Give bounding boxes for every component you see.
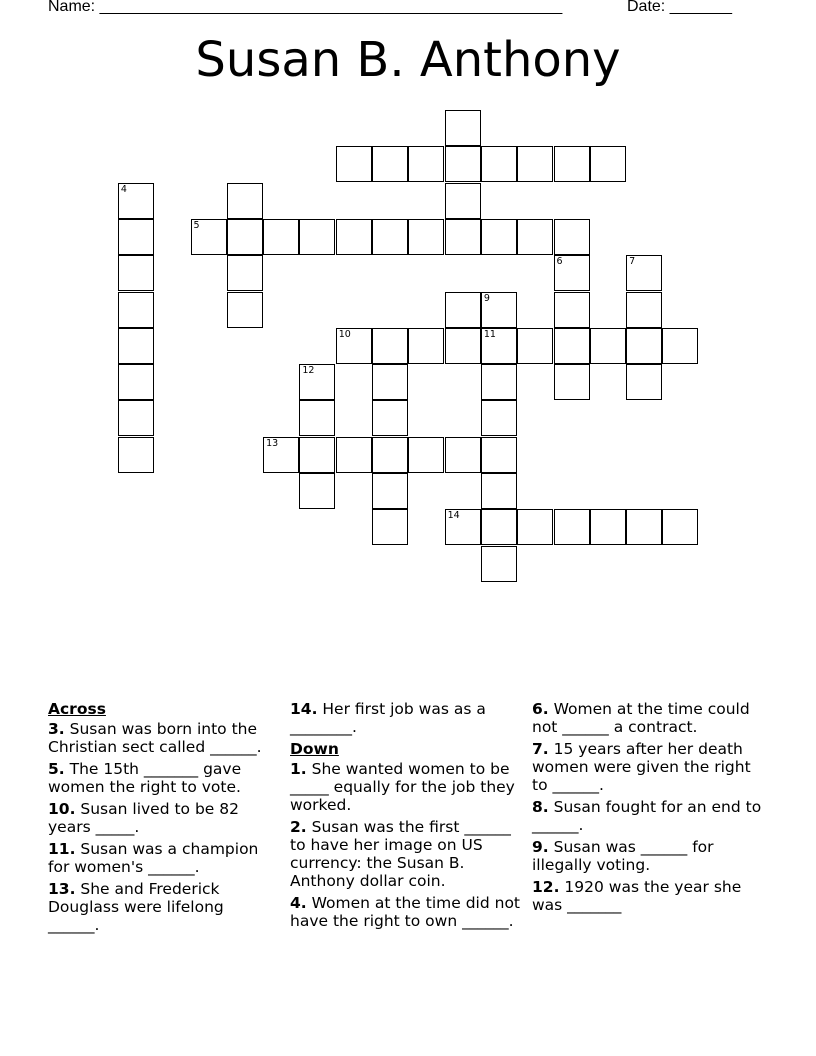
clue-down-4 xyxy=(290,894,526,930)
crossword-cell[interactable] xyxy=(336,437,372,473)
clue-number: 8. xyxy=(532,798,549,816)
crossword-cell[interactable] xyxy=(517,146,553,182)
clue-text: 15 years after her death women were given the right to ______. xyxy=(532,740,751,794)
clues-column-1 xyxy=(48,700,280,938)
crossword-cell[interactable] xyxy=(626,292,662,328)
clue-number: 2. xyxy=(290,818,307,836)
crossword-cell[interactable] xyxy=(590,328,626,364)
crossword-cell[interactable] xyxy=(481,509,517,545)
clue-text: Women at the time could not ______ a contract. xyxy=(532,700,750,736)
crossword-cell[interactable] xyxy=(445,328,481,364)
crossword-cell[interactable] xyxy=(517,328,553,364)
clue-number-label: 7 xyxy=(629,256,636,268)
clue-text: Susan was born into the Christian sect called ______. xyxy=(48,720,262,756)
clue-text: She wanted women to be _____ equally for the job they worked. xyxy=(290,760,515,814)
clue-number-label: 10 xyxy=(338,328,351,340)
crossword-cell[interactable] xyxy=(408,219,444,255)
clue-down-2 xyxy=(290,818,526,890)
clue-number: 12. xyxy=(532,878,560,896)
crossword-cell[interactable] xyxy=(481,328,517,364)
crossword-cell[interactable] xyxy=(372,146,408,182)
crossword-cell[interactable] xyxy=(517,219,553,255)
crossword-cell[interactable] xyxy=(299,219,335,255)
crossword-cell[interactable] xyxy=(445,292,481,328)
clue-number-label: 4 xyxy=(120,183,127,195)
crossword-cell[interactable] xyxy=(590,509,626,545)
crossword-cell[interactable] xyxy=(445,110,481,146)
clue-text: The 15th _______ gave women the right to vote. xyxy=(48,760,242,796)
crossword-cell[interactable] xyxy=(299,364,335,400)
date-field-label: Date: _______ xyxy=(627,0,732,15)
clue-down-7 xyxy=(532,740,768,794)
clues-column-3 xyxy=(532,700,768,918)
crossword-cell[interactable] xyxy=(626,364,662,400)
crossword-cell[interactable] xyxy=(626,328,662,364)
crossword-cell[interactable] xyxy=(662,509,698,545)
crossword-cell[interactable] xyxy=(118,183,154,219)
clue-across-13 xyxy=(48,880,280,934)
clue-number: 3. xyxy=(48,720,65,738)
crossword-cell[interactable] xyxy=(481,546,517,582)
crossword-cell[interactable] xyxy=(118,292,154,328)
crossword-cell[interactable] xyxy=(118,400,154,436)
clue-number: 11. xyxy=(48,840,76,858)
clue-down-9 xyxy=(532,838,768,874)
clue-across-5 xyxy=(48,760,280,796)
down-heading: Down xyxy=(290,740,339,758)
crossword-cell[interactable] xyxy=(372,437,408,473)
crossword-cell[interactable] xyxy=(445,219,481,255)
crossword-cell[interactable] xyxy=(118,364,154,400)
clue-number: 4. xyxy=(290,894,307,912)
crossword-cell[interactable] xyxy=(336,328,372,364)
crossword-cell[interactable] xyxy=(481,437,517,473)
crossword-cell[interactable] xyxy=(626,509,662,545)
across-heading: Across xyxy=(48,700,106,718)
clue-down-8 xyxy=(532,798,768,834)
clue-text: 1920 was the year she was _______ xyxy=(532,878,742,914)
crossword-cell[interactable] xyxy=(445,146,481,182)
crossword-cell[interactable] xyxy=(263,437,299,473)
crossword-cell[interactable] xyxy=(227,255,263,291)
crossword-cell[interactable] xyxy=(227,292,263,328)
clue-down-1 xyxy=(290,760,526,814)
crossword-cell[interactable] xyxy=(336,219,372,255)
crossword-cell[interactable] xyxy=(662,328,698,364)
clue-text: Susan was the first ______ to have her image on US currency: the Susan B. Anthony dollar coin. xyxy=(290,818,511,890)
clue-text: Susan was ______ for illegally voting. xyxy=(532,838,714,874)
crossword-cell[interactable] xyxy=(118,255,154,291)
crossword-cell[interactable] xyxy=(227,219,263,255)
crossword-cell[interactable] xyxy=(481,219,517,255)
crossword-cell[interactable] xyxy=(445,183,481,219)
crossword-cell[interactable] xyxy=(445,509,481,545)
clue-number: 9. xyxy=(532,838,549,856)
clue-down-12 xyxy=(532,878,768,914)
crossword-cell[interactable] xyxy=(554,146,590,182)
crossword-cell[interactable] xyxy=(191,219,227,255)
crossword-cell[interactable] xyxy=(299,400,335,436)
clue-down-6 xyxy=(532,700,768,736)
crossword-cell[interactable] xyxy=(299,437,335,473)
crossword-cell[interactable] xyxy=(554,255,590,291)
page-title: Susan B. Anthony xyxy=(195,32,621,88)
crossword-cell[interactable] xyxy=(118,437,154,473)
clue-text: Her first job was as a ________. xyxy=(290,700,486,736)
crossword-cell[interactable] xyxy=(554,219,590,255)
clues-column-2 xyxy=(290,700,526,934)
clue-number: 10. xyxy=(48,800,76,818)
clue-number: 6. xyxy=(532,700,549,718)
clue-number-label: 12 xyxy=(302,365,315,377)
crossword-cell[interactable] xyxy=(445,437,481,473)
crossword-cell[interactable] xyxy=(590,146,626,182)
crossword-cell[interactable] xyxy=(481,473,517,509)
clue-number-label: 5 xyxy=(193,219,200,231)
crossword-cell[interactable] xyxy=(626,255,662,291)
crossword-cell[interactable] xyxy=(408,437,444,473)
name-field-label: Name: ____________________________________________________ xyxy=(48,0,563,15)
crossword-cell[interactable] xyxy=(372,219,408,255)
crossword-cell[interactable] xyxy=(372,473,408,509)
clue-text: She and Frederick Douglass were lifelong ______. xyxy=(48,880,224,934)
crossword-cell[interactable] xyxy=(372,328,408,364)
crossword-cell[interactable] xyxy=(372,509,408,545)
crossword-cell[interactable] xyxy=(554,364,590,400)
clue-number: 13. xyxy=(48,880,76,898)
crossword-cell[interactable] xyxy=(299,473,335,509)
clue-number-label: 14 xyxy=(447,510,460,522)
clue-number-label: 11 xyxy=(483,328,496,340)
crossword-cell[interactable] xyxy=(481,146,517,182)
clue-across-14 xyxy=(290,700,526,736)
crossword-cell[interactable] xyxy=(481,292,517,328)
crossword-cell[interactable] xyxy=(554,509,590,545)
crossword-cell[interactable] xyxy=(372,364,408,400)
crossword-cell[interactable] xyxy=(118,219,154,255)
clue-across-3 xyxy=(48,720,280,756)
clue-text: Susan lived to be 82 years _____. xyxy=(48,800,239,836)
clue-text: Susan fought for an end to ______. xyxy=(532,798,762,834)
clue-number-label: 13 xyxy=(266,437,279,449)
crossword-cell[interactable] xyxy=(408,328,444,364)
clue-across-10 xyxy=(48,800,280,836)
crossword-cell[interactable] xyxy=(336,146,372,182)
crossword-cell[interactable] xyxy=(481,400,517,436)
clue-text: Women at the time did not have the right to own ______. xyxy=(290,894,521,930)
crossword-cell[interactable] xyxy=(481,364,517,400)
crossword-cell[interactable] xyxy=(118,328,154,364)
clue-text: Susan was a champion for women's ______. xyxy=(48,840,259,876)
clue-across-11 xyxy=(48,840,280,876)
crossword-cell[interactable] xyxy=(554,328,590,364)
crossword-cell[interactable] xyxy=(372,400,408,436)
crossword-cell[interactable] xyxy=(227,183,263,219)
clue-number: 7. xyxy=(532,740,549,758)
crossword-cell[interactable] xyxy=(263,219,299,255)
crossword-cell[interactable] xyxy=(408,146,444,182)
clue-number-label: 6 xyxy=(556,256,563,268)
crossword-cell[interactable] xyxy=(554,292,590,328)
crossword-cell[interactable] xyxy=(517,509,553,545)
clue-number: 1. xyxy=(290,760,307,778)
clue-number: 14. xyxy=(290,700,318,718)
clue-number: 5. xyxy=(48,760,65,778)
clue-number-label: 9 xyxy=(483,292,490,304)
